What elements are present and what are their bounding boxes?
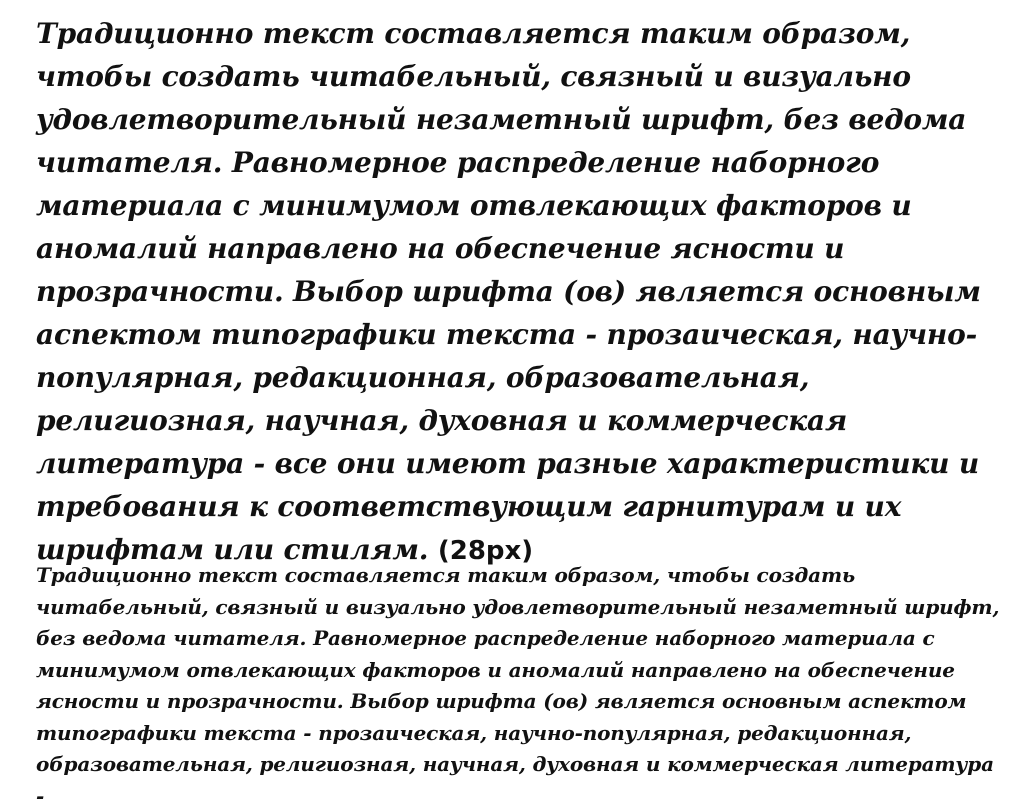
sample-text: Традиционно текст составляется таким образом, чтобы создать читабельный, связный и визуально удовлетворительный незаметный шрифт, без ведома читателя. Равномерное распределение наборного материала с минимумом отвлекающих факторов и аномалий направлено на обеспечение ясности и прозрачности. Выбор шрифта (ов) является основным аспектом типографики текста - прозаическая, научно-популярная, редакционная, образовательная, религиозная, научная, духовная и коммерческая литература - все они имеют разные характеристики и требования к соответствующим гарнитурам и их шрифтам или стилям. [36, 17, 981, 566]
font-sample-small [36, 560, 1002, 812]
sample-text: Традиционно текст составляется таким образом, чтобы создать читабельный, связный и визуально удовлетворительный незаметный шрифт, без ведома читателя. Равномерное распределение наборного материала с минимумом отвлекающих факторов и аномалий направлено на обеспечение ясности и прозрачности. Выбор шрифта (ов) является основным аспектом типографики текста - прозаическая, научно-популярная, редакционная, образовательная, религиозная, научная, духовная и коммерческая литература - [36, 563, 1000, 808]
font-size-label: (28px) [437, 536, 534, 566]
font-sample-28px [36, 12, 1002, 573]
